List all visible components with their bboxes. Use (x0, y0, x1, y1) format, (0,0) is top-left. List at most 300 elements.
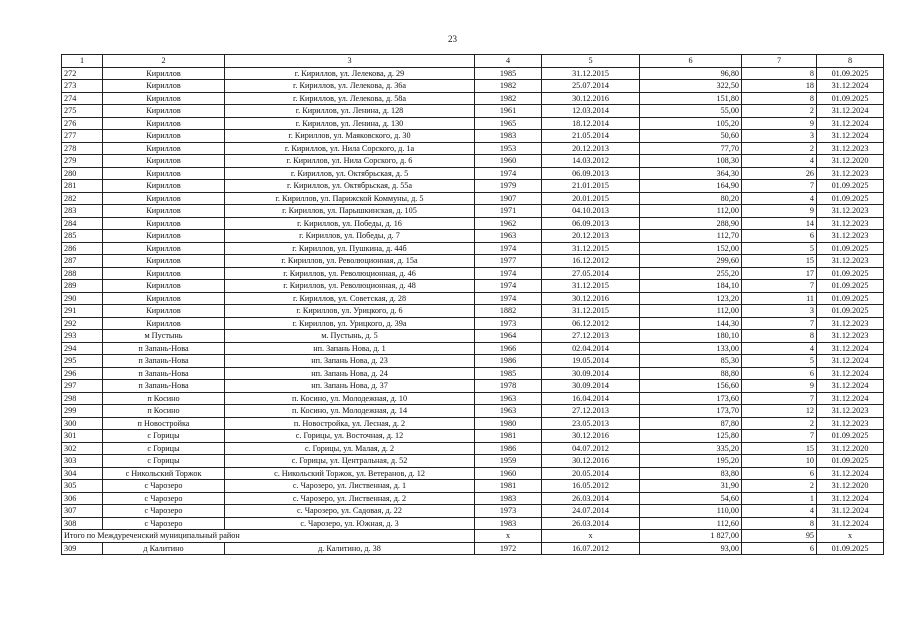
cell-residents: 9 (742, 380, 817, 393)
table-row (62, 330, 884, 343)
cell-locality: с Никольский Торжок (103, 467, 225, 480)
cell-date: 20.05.2014 (542, 467, 640, 480)
cell-row-number: 1 (62, 55, 103, 68)
cell-locality: Кириллов (103, 267, 225, 280)
cell-residents: 8 (742, 67, 817, 80)
cell-locality: Кириллов (103, 280, 225, 293)
cell-residents: 7 (742, 430, 817, 443)
cell-date: 20.12.2013 (542, 142, 640, 155)
cell-date: 20.01.2015 (542, 192, 640, 205)
cell-date: 16.07.2012 (542, 542, 640, 555)
cell-date: 26.03.2014 (542, 517, 640, 530)
cell-locality: с Чарозеро (103, 517, 225, 530)
cell-row-number: 291 (62, 305, 103, 318)
cell-area: 322,50 (640, 80, 742, 93)
cell-build-year: 1977 (475, 255, 542, 268)
cell-area: 144,30 (640, 317, 742, 330)
cell-locality: п Косино (103, 392, 225, 405)
table-row (62, 480, 884, 493)
cell-address: г. Кириллов, ул. Победы, д. 16 (225, 217, 475, 230)
cell-locality: Кириллов (103, 217, 225, 230)
cell-residents: 3 (742, 305, 817, 318)
total-date: x (542, 530, 640, 543)
cell-row-number: 297 (62, 380, 103, 393)
cell-area: 133,00 (640, 342, 742, 355)
cell-deadline: 31.12.2020 (817, 442, 884, 455)
cell-deadline: 31.12.2023 (817, 167, 884, 180)
cell-locality: с Чарозеро (103, 480, 225, 493)
cell-residents: 3 (742, 130, 817, 143)
cell-locality: Кириллов (103, 130, 225, 143)
cell-deadline: 31.12.2024 (817, 80, 884, 93)
cell-locality: Кириллов (103, 80, 225, 93)
cell-address: с. Горицы, ул. Центральная, д. 52 (225, 455, 475, 468)
cell-area: 335,20 (640, 442, 742, 455)
cell-build-year: 1907 (475, 192, 542, 205)
cell-deadline: 31.12.2024 (817, 380, 884, 393)
cell-residents: 15 (742, 255, 817, 268)
cell-locality: Кириллов (103, 230, 225, 243)
cell-deadline: 31.12.2020 (817, 480, 884, 493)
cell-locality: Кириллов (103, 317, 225, 330)
cell-deadline: 31.12.2024 (817, 505, 884, 518)
cell-date: 20.12.2013 (542, 230, 640, 243)
cell-residents: 11 (742, 292, 817, 305)
cell-address: г. Кириллов, ул. Революционная, д. 15а (225, 255, 475, 268)
cell-row-number: 309 (62, 542, 103, 555)
cell-residents: 9 (742, 117, 817, 130)
cell-deadline: 01.09.2025 (817, 92, 884, 105)
cell-locality: с Чарозеро (103, 505, 225, 518)
cell-build-year: 1962 (475, 217, 542, 230)
cell-deadline: 31.12.2020 (817, 155, 884, 168)
cell-deadline: 01.09.2025 (817, 430, 884, 443)
cell-build-year: 1981 (475, 480, 542, 493)
cell-date: 27.12.2013 (542, 330, 640, 343)
cell-build-year: 1979 (475, 180, 542, 193)
cell-deadline: 31.12.2023 (817, 330, 884, 343)
cell-build-year: 1973 (475, 505, 542, 518)
cell-deadline: 31.12.2023 (817, 255, 884, 268)
cell-build-year: 1966 (475, 342, 542, 355)
cell-area: 112,00 (640, 205, 742, 218)
cell-locality: Кириллов (103, 180, 225, 193)
cell-row-number: 305 (62, 480, 103, 493)
cell-address: г. Кириллов, ул. Победы, д. 7 (225, 230, 475, 243)
cell-area: 112,70 (640, 230, 742, 243)
cell-date: 30.12.2016 (542, 430, 640, 443)
cell-area: 93,00 (640, 542, 742, 555)
cell-build-year: 1983 (475, 517, 542, 530)
cell-area: 54,60 (640, 492, 742, 505)
table-row (62, 305, 884, 318)
table-row (62, 105, 884, 118)
cell-row-number: 293 (62, 330, 103, 343)
cell-row-number: 279 (62, 155, 103, 168)
cell-date: 16.12.2012 (542, 255, 640, 268)
cell-deadline: 01.09.2025 (817, 242, 884, 255)
cell-residents: 4 (742, 505, 817, 518)
cell-area: 87,80 (640, 417, 742, 430)
cell-build-year: 1960 (475, 467, 542, 480)
cell-date: 31.12.2015 (542, 280, 640, 293)
table-row (62, 442, 884, 455)
cell-date: 06.09.2013 (542, 217, 640, 230)
cell-row-number: 295 (62, 355, 103, 368)
cell-address: г. Кириллов, ул. Революционная, д. 48 (225, 280, 475, 293)
cell-area: 125,80 (640, 430, 742, 443)
cell-address: нп. Запань Нова, д. 24 (225, 367, 475, 380)
cell-locality: д Калитино (103, 542, 225, 555)
cell-deadline: 31.12.2023 (817, 205, 884, 218)
table-row (62, 380, 884, 393)
cell-address: с. Чарозеро, ул. Садовая, д. 22 (225, 505, 475, 518)
cell-address: нп. Запань Нова, д. 37 (225, 380, 475, 393)
cell-build-year: 1963 (475, 230, 542, 243)
cell-residents: 7 (742, 280, 817, 293)
total-build-year: x (475, 530, 542, 543)
cell-area: 31,90 (640, 480, 742, 493)
cell-locality: п Косино (103, 405, 225, 418)
cell-area: 255,20 (640, 267, 742, 280)
cell-area: 173,60 (640, 392, 742, 405)
cell-row-number: 304 (62, 467, 103, 480)
cell-build-year: 1986 (475, 442, 542, 455)
total-area: 1 827,00 (640, 530, 742, 543)
table-row (62, 117, 884, 130)
cell-locality: 2 (103, 55, 225, 68)
cell-deadline: 01.09.2025 (817, 542, 884, 555)
cell-address: г. Кириллов, ул. Маяковского, д. 30 (225, 130, 475, 143)
cell-area: 299,60 (640, 255, 742, 268)
table-row (62, 192, 884, 205)
cell-row-number: 282 (62, 192, 103, 205)
cell-deadline: 31.12.2023 (817, 317, 884, 330)
cell-deadline: 01.09.2025 (817, 67, 884, 80)
cell-address: г. Кириллов, ул. Октябрьская, д. 55а (225, 180, 475, 193)
cell-area: 85,30 (640, 355, 742, 368)
cell-date: 16.05.2012 (542, 480, 640, 493)
cell-residents: 12 (742, 405, 817, 418)
cell-address: п. Косино, ул. Молодежная, д. 10 (225, 392, 475, 405)
cell-build-year: 1982 (475, 92, 542, 105)
cell-build-year: 1981 (475, 430, 542, 443)
table-row (62, 317, 884, 330)
cell-deadline: 31.12.2024 (817, 467, 884, 480)
table-body (62, 55, 884, 555)
cell-locality: Кириллов (103, 255, 225, 268)
cell-build-year: 1971 (475, 205, 542, 218)
cell-build-year: 1980 (475, 417, 542, 430)
table-row (62, 342, 884, 355)
table-row (62, 205, 884, 218)
cell-residents: 2 (742, 105, 817, 118)
cell-build-year: 1974 (475, 292, 542, 305)
cell-area: 96,80 (640, 67, 742, 80)
cell-date: 30.12.2016 (542, 292, 640, 305)
cell-locality: Кириллов (103, 155, 225, 168)
cell-area: 105,20 (640, 117, 742, 130)
cell-row-number: 273 (62, 80, 103, 93)
table-row (62, 67, 884, 80)
cell-row-number: 283 (62, 205, 103, 218)
cell-build-year: 1974 (475, 267, 542, 280)
cell-build-year: 1965 (475, 117, 542, 130)
cell-row-number: 286 (62, 242, 103, 255)
table-row (62, 92, 884, 105)
cell-build-year: 1960 (475, 155, 542, 168)
cell-area: 55,00 (640, 105, 742, 118)
cell-residents: 17 (742, 267, 817, 280)
cell-date: 30.12.2016 (542, 92, 640, 105)
cell-date: 21.05.2014 (542, 130, 640, 143)
cell-row-number: 274 (62, 92, 103, 105)
cell-residents: 4 (742, 192, 817, 205)
cell-date: 04.07.2012 (542, 442, 640, 455)
table-row (62, 417, 884, 430)
cell-deadline: 31.12.2024 (817, 342, 884, 355)
cell-address: г. Кириллов, ул. Урицкого, д. 6 (225, 305, 475, 318)
cell-date: 06.12.2012 (542, 317, 640, 330)
table-row (62, 280, 884, 293)
cell-locality: Кириллов (103, 92, 225, 105)
table-row (62, 355, 884, 368)
cell-address: г. Кириллов, ул. Революционная, д. 46 (225, 267, 475, 280)
cell-row-number: 300 (62, 417, 103, 430)
cell-address: с. Чарозеро, ул. Лиственная, д. 1 (225, 480, 475, 493)
table-row (62, 430, 884, 443)
page-number: 23 (448, 34, 457, 44)
cell-row-number: 306 (62, 492, 103, 505)
table-row (62, 255, 884, 268)
cell-residents: 8 (742, 330, 817, 343)
cell-build-year: 1974 (475, 242, 542, 255)
cell-date: 06.09.2013 (542, 167, 640, 180)
cell-deadline: 31.12.2024 (817, 517, 884, 530)
cell-address: г. Кириллов, ул. Октябрьская, д. 5 (225, 167, 475, 180)
total-label: Итого по Междуреченский муниципальный район (62, 530, 475, 543)
table-row (62, 267, 884, 280)
cell-address: с. Горицы, ул. Малая, д. 2 (225, 442, 475, 455)
cell-date: 31.12.2015 (542, 242, 640, 255)
cell-residents: 5 (742, 242, 817, 255)
cell-address: г. Кириллов, ул. Ленина, д. 130 (225, 117, 475, 130)
cell-build-year: 1983 (475, 130, 542, 143)
cell-build-year: 1985 (475, 367, 542, 380)
cell-address: п. Новостройка, ул. Лесная, д. 2 (225, 417, 475, 430)
cell-area: 180,10 (640, 330, 742, 343)
table-row (62, 167, 884, 180)
cell-row-number: 285 (62, 230, 103, 243)
cell-locality: Кириллов (103, 305, 225, 318)
cell-row-number: 288 (62, 267, 103, 280)
cell-residents: 1 (742, 492, 817, 505)
table-row (62, 517, 884, 530)
cell-area: 123,20 (640, 292, 742, 305)
cell-residents: 6 (742, 467, 817, 480)
cell-deadline: 31.12.2023 (817, 417, 884, 430)
cell-row-number: 303 (62, 455, 103, 468)
cell-residents: 2 (742, 417, 817, 430)
cell-date: 21.01.2015 (542, 180, 640, 193)
cell-residents: 10 (742, 455, 817, 468)
cell-area: 80,20 (640, 192, 742, 205)
cell-area: 184,10 (640, 280, 742, 293)
cell-build-year: 1983 (475, 492, 542, 505)
cell-deadline: 01.09.2025 (817, 180, 884, 193)
cell-area: 364,30 (640, 167, 742, 180)
cell-deadline: 01.09.2025 (817, 305, 884, 318)
cell-locality: Кириллов (103, 117, 225, 130)
cell-date: 14.03.2012 (542, 155, 640, 168)
cell-address: г. Кириллов, ул. Нила Сорского, д. 6 (225, 155, 475, 168)
cell-deadline: 01.09.2025 (817, 267, 884, 280)
cell-deadline: 31.12.2024 (817, 117, 884, 130)
cell-area: 88,80 (640, 367, 742, 380)
cell-address: г. Кириллов, ул. Нила Сорского, д. 1а (225, 142, 475, 155)
cell-row-number: 299 (62, 405, 103, 418)
cell-area: 112,60 (640, 517, 742, 530)
cell-build-year: 1963 (475, 405, 542, 418)
cell-row-number: 277 (62, 130, 103, 143)
cell-deadline: 01.09.2025 (817, 192, 884, 205)
cell-locality: п Запань-Нова (103, 342, 225, 355)
cell-residents: 14 (742, 217, 817, 230)
table-row (62, 542, 884, 555)
cell-residents: 6 (742, 367, 817, 380)
cell-locality: Кириллов (103, 292, 225, 305)
cell-residents: 6 (742, 542, 817, 555)
cell-area: 288,90 (640, 217, 742, 230)
cell-address: с. Чарозеро, ул. Лиственная, д. 2 (225, 492, 475, 505)
cell-address: с. Чарозеро, ул. Южная, д. 3 (225, 517, 475, 530)
cell-locality: Кириллов (103, 105, 225, 118)
cell-locality: Кириллов (103, 192, 225, 205)
cell-deadline: 31.12.2024 (817, 492, 884, 505)
cell-build-year: 1963 (475, 392, 542, 405)
cell-date: 19.05.2014 (542, 355, 640, 368)
housing-register-table (61, 54, 884, 555)
table-row (62, 217, 884, 230)
cell-residents: 4 (742, 342, 817, 355)
cell-row-number: 281 (62, 180, 103, 193)
cell-date: 5 (542, 55, 640, 68)
cell-residents: 9 (742, 205, 817, 218)
table-row (62, 292, 884, 305)
cell-row-number: 275 (62, 105, 103, 118)
cell-row-number: 284 (62, 217, 103, 230)
cell-build-year: 1959 (475, 455, 542, 468)
cell-row-number: 278 (62, 142, 103, 155)
cell-residents: 8 (742, 92, 817, 105)
cell-date: 12.03.2014 (542, 105, 640, 118)
cell-row-number: 280 (62, 167, 103, 180)
cell-deadline: 8 (817, 55, 884, 68)
cell-build-year: 1961 (475, 105, 542, 118)
cell-row-number: 307 (62, 505, 103, 518)
table-row (62, 155, 884, 168)
cell-area: 152,00 (640, 242, 742, 255)
cell-residents: 7 (742, 392, 817, 405)
cell-locality: Кириллов (103, 205, 225, 218)
cell-area: 112,00 (640, 305, 742, 318)
cell-row-number: 296 (62, 367, 103, 380)
cell-date: 30.09.2014 (542, 367, 640, 380)
cell-locality: с Горицы (103, 430, 225, 443)
cell-row-number: 290 (62, 292, 103, 305)
cell-row-number: 298 (62, 392, 103, 405)
table-row (62, 367, 884, 380)
cell-address: г. Кириллов, ул. Урицкого, д. 39а (225, 317, 475, 330)
cell-residents: 5 (742, 355, 817, 368)
cell-row-number: 308 (62, 517, 103, 530)
cell-deadline: 31.12.2023 (817, 142, 884, 155)
cell-date: 27.12.2013 (542, 405, 640, 418)
cell-deadline: 01.09.2025 (817, 292, 884, 305)
cell-deadline: 31.12.2024 (817, 367, 884, 380)
cell-residents: 26 (742, 167, 817, 180)
cell-residents: 8 (742, 517, 817, 530)
cell-row-number: 287 (62, 255, 103, 268)
cell-build-year: 4 (475, 55, 542, 68)
table-row (62, 242, 884, 255)
cell-address: г. Кириллов, ул. Парижской Коммуны, д. 5 (225, 192, 475, 205)
cell-locality: п Новостройка (103, 417, 225, 430)
column-number-row (62, 55, 884, 68)
cell-residents: 6 (742, 230, 817, 243)
cell-locality: п Запань-Нова (103, 380, 225, 393)
cell-locality: п Запань-Нова (103, 355, 225, 368)
cell-address: г. Кириллов, ул. Ленина, д. 128 (225, 105, 475, 118)
cell-row-number: 276 (62, 117, 103, 130)
cell-build-year: 1982 (475, 80, 542, 93)
cell-build-year: 1882 (475, 305, 542, 318)
cell-residents: 7 (742, 317, 817, 330)
cell-area: 156,60 (640, 380, 742, 393)
cell-date: 24.07.2014 (542, 505, 640, 518)
cell-residents: 7 (742, 55, 817, 68)
cell-locality: Кириллов (103, 242, 225, 255)
cell-date: 30.09.2014 (542, 380, 640, 393)
table-row (62, 180, 884, 193)
cell-deadline: 01.09.2025 (817, 280, 884, 293)
total-residents: 95 (742, 530, 817, 543)
cell-deadline: 31.12.2024 (817, 130, 884, 143)
cell-address: г. Кириллов, ул. Советская, д. 28 (225, 292, 475, 305)
table-row (62, 455, 884, 468)
cell-deadline: 31.12.2023 (817, 405, 884, 418)
cell-deadline: 31.12.2024 (817, 392, 884, 405)
table-row (62, 505, 884, 518)
cell-date: 18.12.2014 (542, 117, 640, 130)
table-row (62, 492, 884, 505)
cell-row-number: 301 (62, 430, 103, 443)
cell-address: д. Калитино, д. 38 (225, 542, 475, 555)
cell-date: 02.04.2014 (542, 342, 640, 355)
total-row (62, 530, 884, 543)
cell-build-year: 1974 (475, 167, 542, 180)
cell-area: 173,70 (640, 405, 742, 418)
cell-locality: п Запань-Нова (103, 367, 225, 380)
cell-locality: с Чарозеро (103, 492, 225, 505)
cell-area: 110,00 (640, 505, 742, 518)
cell-deadline: 31.12.2023 (817, 217, 884, 230)
cell-address: г. Кириллов, ул. Лелекова, д. 29 (225, 67, 475, 80)
cell-area: 151,80 (640, 92, 742, 105)
cell-locality: Кириллов (103, 142, 225, 155)
cell-row-number: 294 (62, 342, 103, 355)
cell-area: 50,60 (640, 130, 742, 143)
